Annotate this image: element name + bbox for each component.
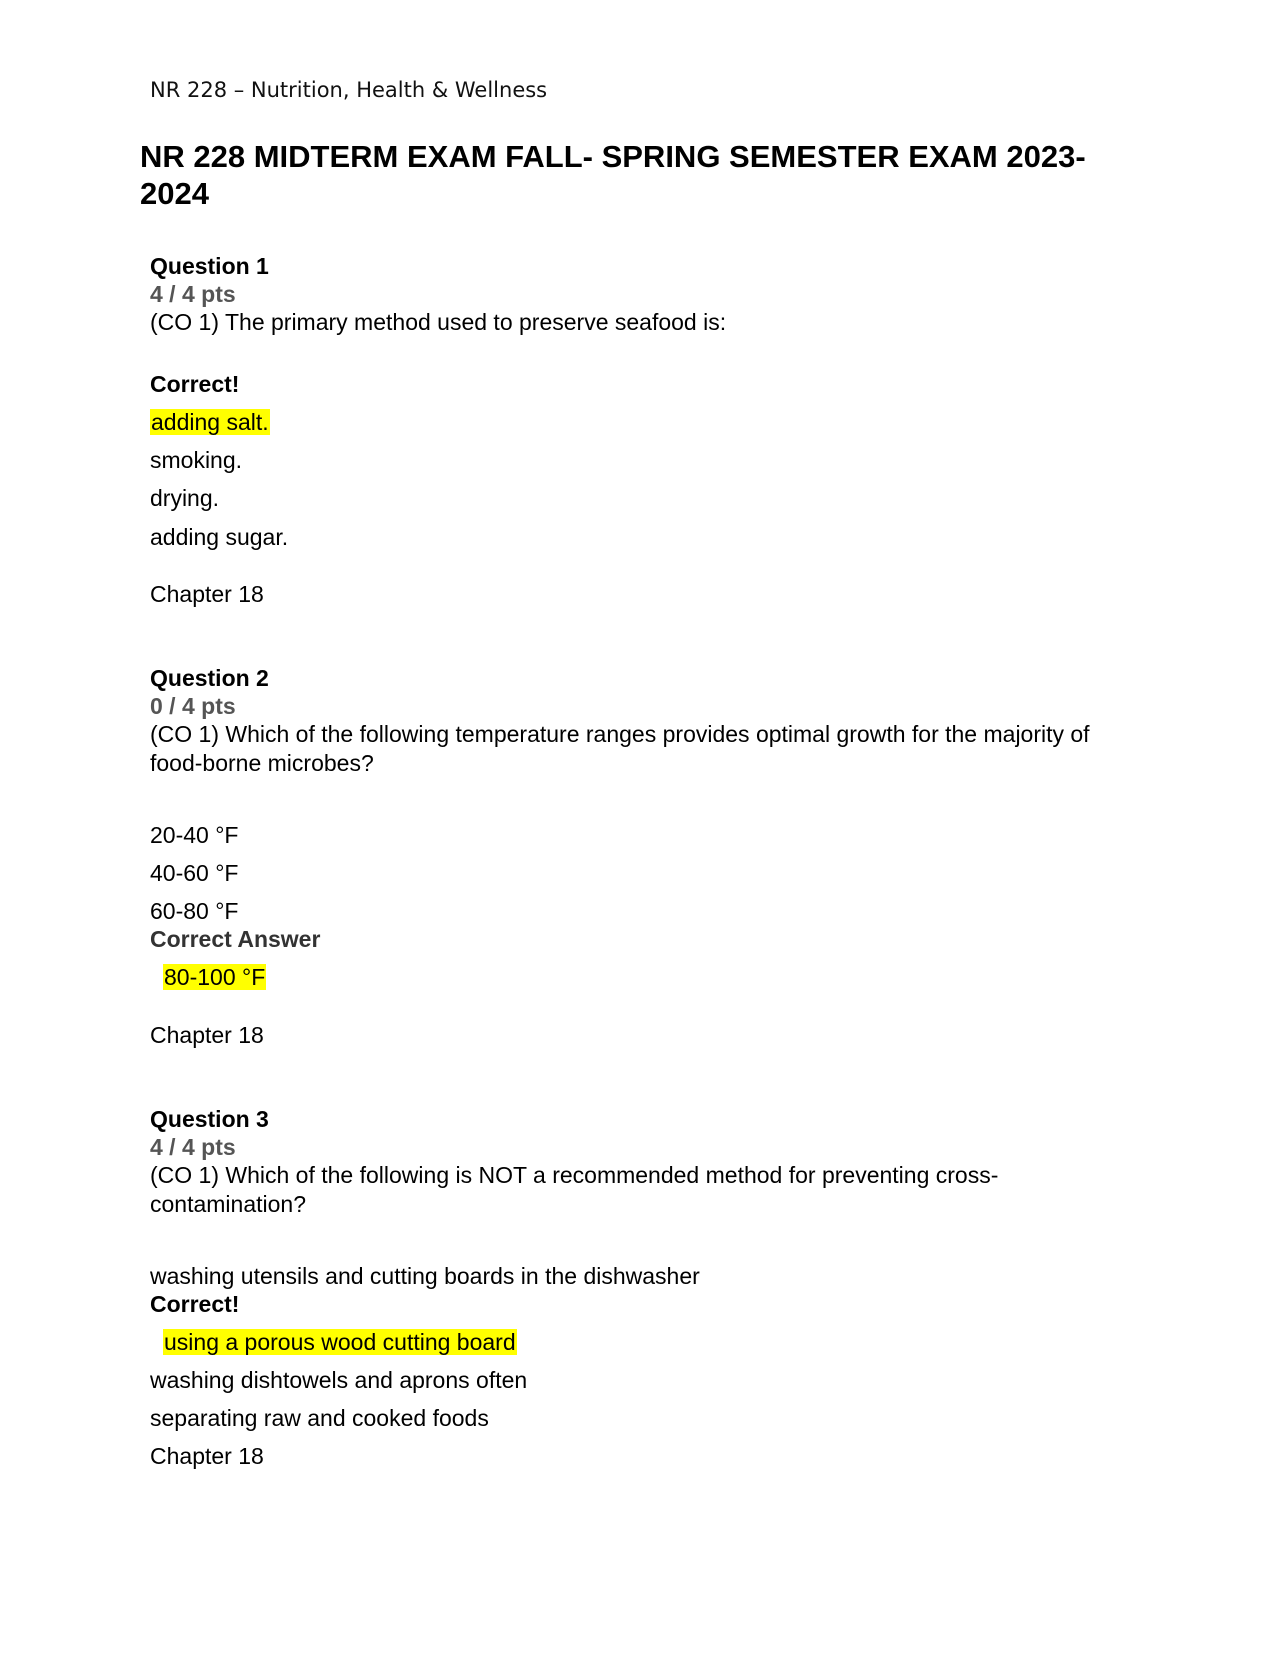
answer-option [150,408,270,436]
question-points: 4 / 4 pts [150,281,236,307]
chapter-reference: Chapter 18 [150,1443,264,1469]
highlighted-answer: 80-100 °F [164,964,266,990]
chapter-reference: Chapter 18 [150,1022,264,1048]
chapter-reference: Chapter 18 [150,581,264,607]
question-3 [150,1105,1110,1219]
correct-label: Correct! [150,371,240,397]
answer-option: washing dishtowels and aprons often [150,1367,528,1393]
answer-option [163,1328,517,1356]
running-header: NR 228 – Nutrition, Health & Wellness [150,78,548,102]
answer-option: adding sugar. [150,524,289,550]
question-1 [150,252,1110,337]
question-prompt: (CO 1) Which of the following is NOT a recommended method for preventing cross-contamination? [150,1162,999,1217]
answer-option: 40-60 °F [150,860,239,886]
question-prompt: (CO 1) The primary method used to preserve seafood is: [150,309,727,335]
correct-label: Correct! [150,1291,240,1317]
answer-option: separating raw and cooked foods [150,1405,489,1431]
question-prompt: (CO 1) Which of the following temperature ranges provides optimal growth for the majority of food-borne microbes? [150,721,1090,776]
answer-option: drying. [150,485,220,511]
question-title: Question 3 [150,1106,269,1132]
question-points: 4 / 4 pts [150,1134,236,1160]
question-title: Question 2 [150,665,269,691]
highlighted-answer: using a porous wood cutting board [164,1329,516,1355]
answer-option: 60-80 °F [150,898,239,924]
answer-option: washing utensils and cutting boards in the dishwasher [150,1263,700,1289]
answer-option [163,963,266,991]
question-2 [150,664,1110,778]
answer-option: 20-40 °F [150,822,239,848]
correct-answer-label: Correct Answer [150,926,321,952]
question-title: Question 1 [150,253,269,279]
answer-option: smoking. [150,447,243,473]
highlighted-answer: adding salt. [151,409,269,435]
question-points: 0 / 4 pts [150,693,236,719]
document-title: NR 228 MIDTERM EXAM FALL- SPRING SEMESTER EXAM 2023-2024 [140,139,1086,211]
